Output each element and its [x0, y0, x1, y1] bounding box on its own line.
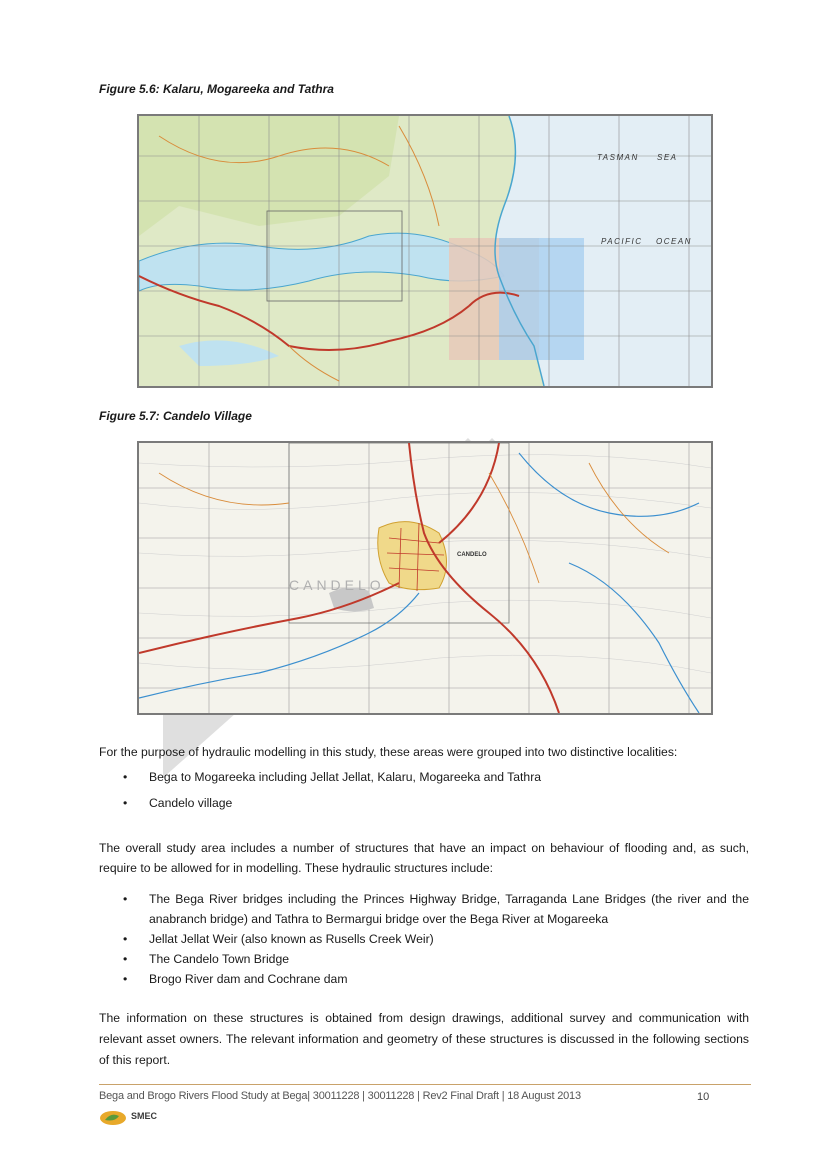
list-item: • Candelo village [99, 793, 749, 813]
bullet: • [123, 892, 128, 906]
map-label-tasman: TASMAN [597, 153, 639, 162]
structures-list [99, 889, 749, 989]
map-label-pacific: PACIFIC [601, 237, 643, 246]
list-item: • Jellat Jellat Weir (also known as Rusells Creek Weir) [99, 929, 749, 949]
list-item: • Brogo River dam and Cochrane dam [99, 969, 749, 989]
figure-5-7-caption: Figure 5.7: Candelo Village [99, 409, 252, 423]
bullet: • [123, 972, 128, 986]
map-label-candelo-large: CANDELO [289, 577, 385, 593]
figure-5-6-caption: Figure 5.6: Kalaru, Mogareeka and Tathra [99, 82, 334, 96]
structures-intro-paragraph: The overall study area includes a number of structures that have an impact on behaviour of flooding and, as such, require to be allowed for in modelling. These hydraulic structures include: [99, 841, 749, 875]
closing-paragraph: The information on these structures is obtained from design drawings, additional survey and communication with relevant asset owners. The relevant information and geometry of these structures is discussed in the following sections of this report. [99, 1011, 749, 1067]
intro-paragraph: For the purpose of hydraulic modelling in this study, these areas were grouped into two distinctive localities: [99, 745, 678, 759]
list-item: • The Bega River bridges including the Princes Highway Bridge, Tarraganda Lane Bridges (the river and the anabranch bridge) and Tathra to Bermargui bridge over the Bega River at Mogareeka [99, 889, 749, 929]
bullet: • [123, 796, 128, 810]
smec-logo-text: SMEC [131, 1111, 158, 1121]
map-kalaru-mogareeka-tathra [137, 114, 713, 388]
list-item: • Bega to Mogareeka including Jellat Jellat, Kalaru, Mogareeka and Tathra [99, 767, 749, 787]
bullet: • [123, 932, 128, 946]
bullet: • [123, 770, 128, 784]
map-label-sea: SEA [657, 153, 678, 162]
localities-list [99, 767, 749, 813]
footer-rule [99, 1084, 751, 1085]
map-label-candelo: CANDELO [457, 552, 487, 558]
footer-text: Bega and Brogo Rivers Flood Study at Bega| 30011228 | 30011228 | Rev2 Final Draft | 18 August 2013 [99, 1090, 581, 1102]
map-label-ocean: OCEAN [656, 237, 692, 246]
map-candelo-village [137, 441, 713, 715]
bullet: • [123, 952, 128, 966]
page-number: 10 [697, 1091, 710, 1103]
list-item: • The Candelo Town Bridge [99, 949, 749, 969]
